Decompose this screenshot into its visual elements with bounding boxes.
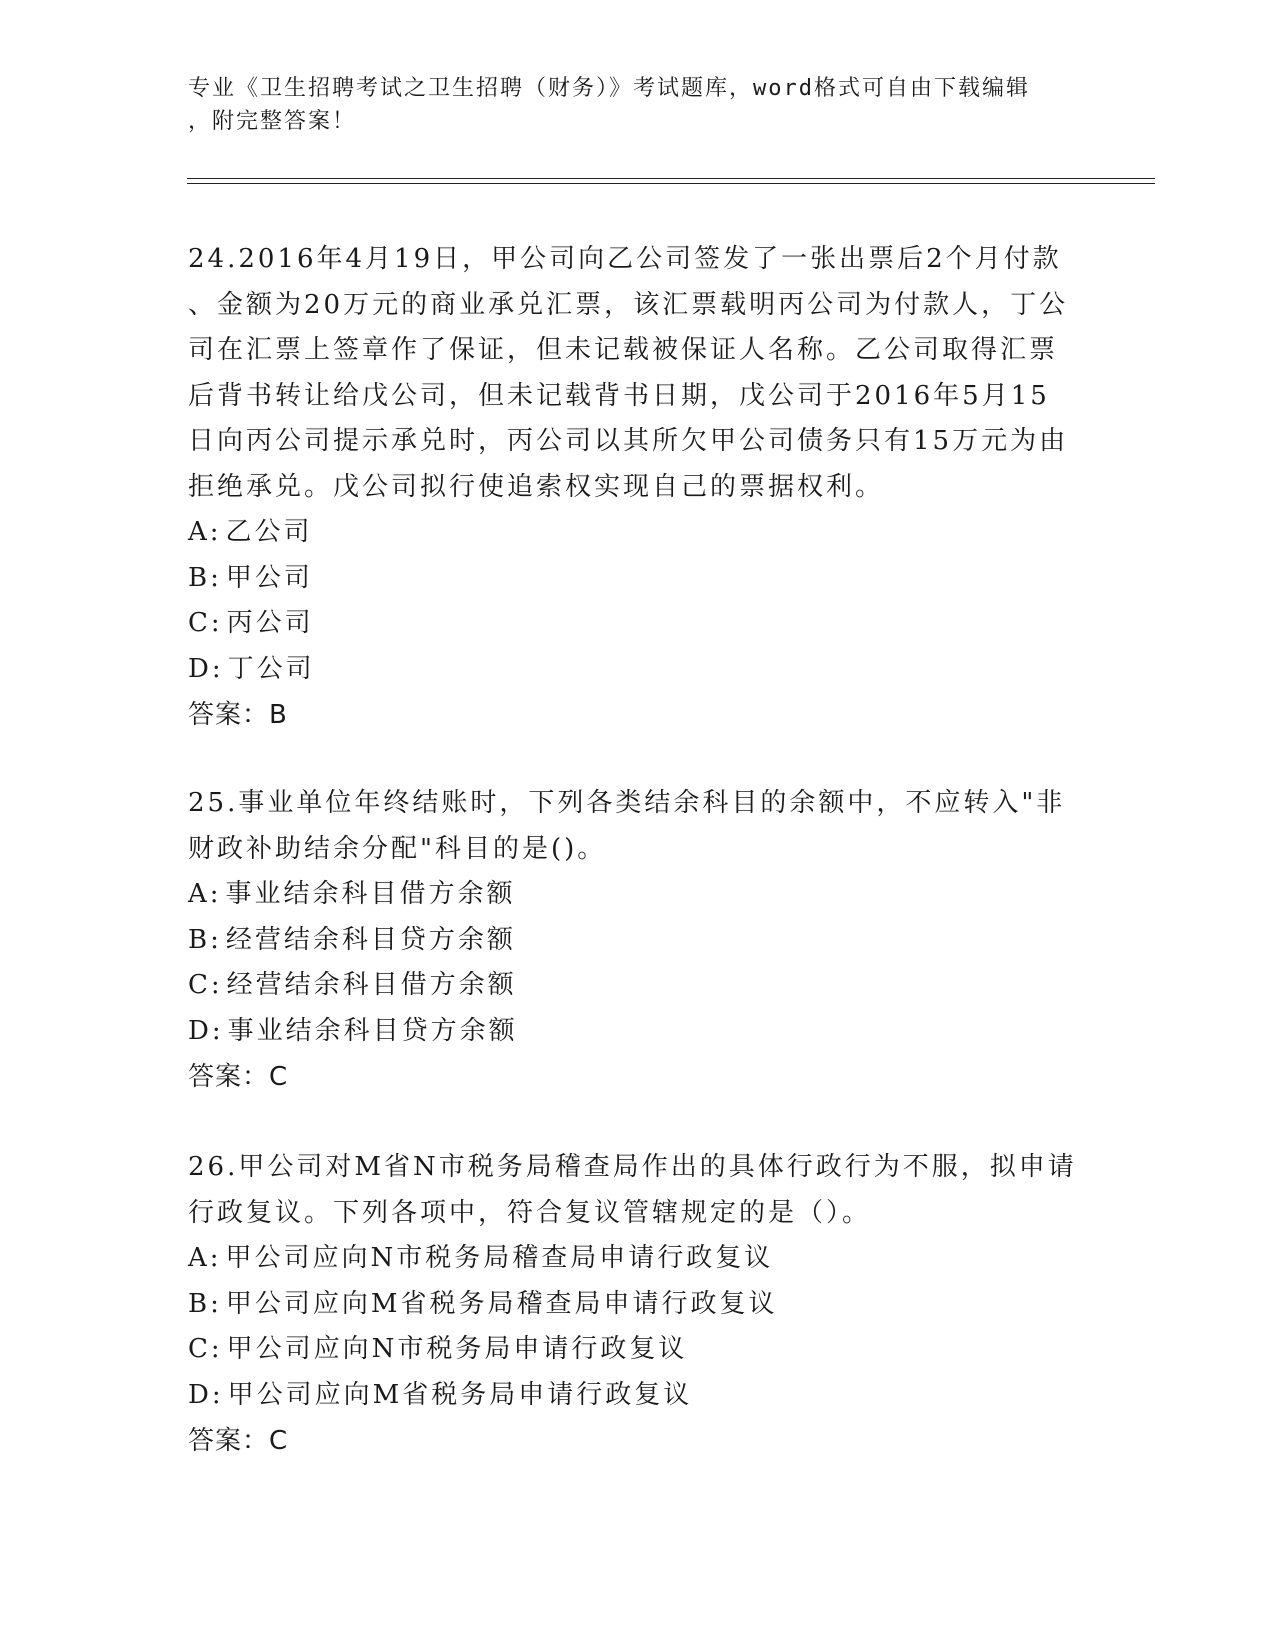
answer: 答案：C bbox=[188, 1062, 289, 1092]
header-line-1: 专业《卫生招聘考试之卫生招聘（财务）》考试题库，word格式可自由下载编辑 bbox=[188, 76, 1030, 101]
question-line: 司在汇票上签章作了保证，但未记载被保证人名称。乙公司取得汇票 bbox=[188, 335, 1059, 365]
option-letter: A: bbox=[188, 879, 222, 909]
option-text: 甲公司应向N市税务局申请行政复议 bbox=[226, 1334, 688, 1364]
option-a bbox=[188, 872, 1088, 918]
question-line: 行政复议。下列各项中，符合复议管辖规定的是（）。 bbox=[188, 1197, 872, 1228]
answer: 答案：B bbox=[188, 700, 288, 730]
question-25 bbox=[188, 781, 1088, 1100]
option-b bbox=[188, 918, 1088, 964]
question-26 bbox=[188, 1145, 1088, 1464]
option-c bbox=[188, 963, 1088, 1009]
option-b bbox=[188, 1282, 1088, 1328]
option-letter: C: bbox=[188, 1334, 223, 1364]
option-text: 丁公司 bbox=[227, 653, 315, 684]
document-header bbox=[188, 72, 1068, 138]
option-letter: B: bbox=[188, 924, 222, 955]
option-letter: D: bbox=[188, 1015, 224, 1046]
question-line: 日向丙公司提示承兑时，丙公司以其所欠甲公司债务只有15万元为由 bbox=[188, 426, 1069, 456]
option-text: 乙公司 bbox=[225, 517, 313, 547]
option-a bbox=[188, 1236, 1088, 1282]
option-c bbox=[188, 601, 1088, 647]
question-text bbox=[188, 237, 1088, 510]
option-d bbox=[188, 1009, 1088, 1055]
option-letter: C: bbox=[188, 970, 223, 1000]
option-a bbox=[188, 510, 1088, 556]
question-line: 拒绝承兑。戊公司拟行使追索权实现自己的票据权利。 bbox=[188, 471, 885, 502]
question-line: 财政补助结余分配"科目的是()。 bbox=[188, 833, 607, 864]
question-line: 后背书转让给戊公司，但未记载背书日期，戊公司于2016年5月15 bbox=[188, 380, 1050, 411]
option-letter: C: bbox=[188, 608, 223, 638]
option-letter: A: bbox=[188, 517, 222, 547]
option-d bbox=[188, 647, 1088, 693]
question-text bbox=[188, 1145, 1088, 1236]
option-c bbox=[188, 1327, 1088, 1373]
question-line: 、金额为20万元的商业承兑汇票，该汇票载明丙公司为付款人，丁公 bbox=[188, 289, 1069, 320]
question-text bbox=[188, 781, 1088, 872]
question-line: 26.甲公司对M省N市税务局稽查局作出的具体行政行为不服，拟申请 bbox=[188, 1152, 1077, 1182]
option-text: 丙公司 bbox=[226, 608, 314, 638]
answer: 答案：C bbox=[188, 1426, 289, 1456]
header-rule-top bbox=[187, 178, 1155, 179]
option-letter: B: bbox=[188, 1288, 222, 1319]
header-rule-bottom bbox=[187, 183, 1155, 184]
option-d bbox=[188, 1373, 1088, 1419]
option-b bbox=[188, 556, 1088, 602]
question-24 bbox=[188, 237, 1088, 738]
option-letter: A: bbox=[188, 1243, 222, 1273]
option-letter: B: bbox=[188, 562, 222, 593]
option-text: 甲公司应向N市税务局稽查局申请行政复议 bbox=[225, 1243, 774, 1273]
option-text: 经营结余科目贷方余额 bbox=[225, 924, 516, 955]
option-text: 甲公司 bbox=[225, 562, 313, 593]
option-text: 事业结余科目贷方余额 bbox=[227, 1015, 518, 1046]
question-line: 24.2016年4月19日，甲公司向乙公司签发了一张出票后2个月付款 bbox=[188, 244, 1062, 274]
question-line: 25.事业单位年终结账时，下列各类结余科目的余额中，不应转入"非 bbox=[188, 788, 1066, 818]
option-text: 经营结余科目借方余额 bbox=[226, 970, 517, 1000]
option-text: 甲公司应向M省税务局稽查局申请行政复议 bbox=[225, 1288, 778, 1319]
header-line-2: ，附完整答案！ bbox=[188, 109, 357, 134]
option-text: 甲公司应向M省税务局申请行政复议 bbox=[227, 1379, 693, 1410]
option-text: 事业结余科目借方余额 bbox=[225, 879, 516, 909]
option-letter: D: bbox=[188, 653, 224, 684]
option-letter: D: bbox=[188, 1379, 224, 1410]
